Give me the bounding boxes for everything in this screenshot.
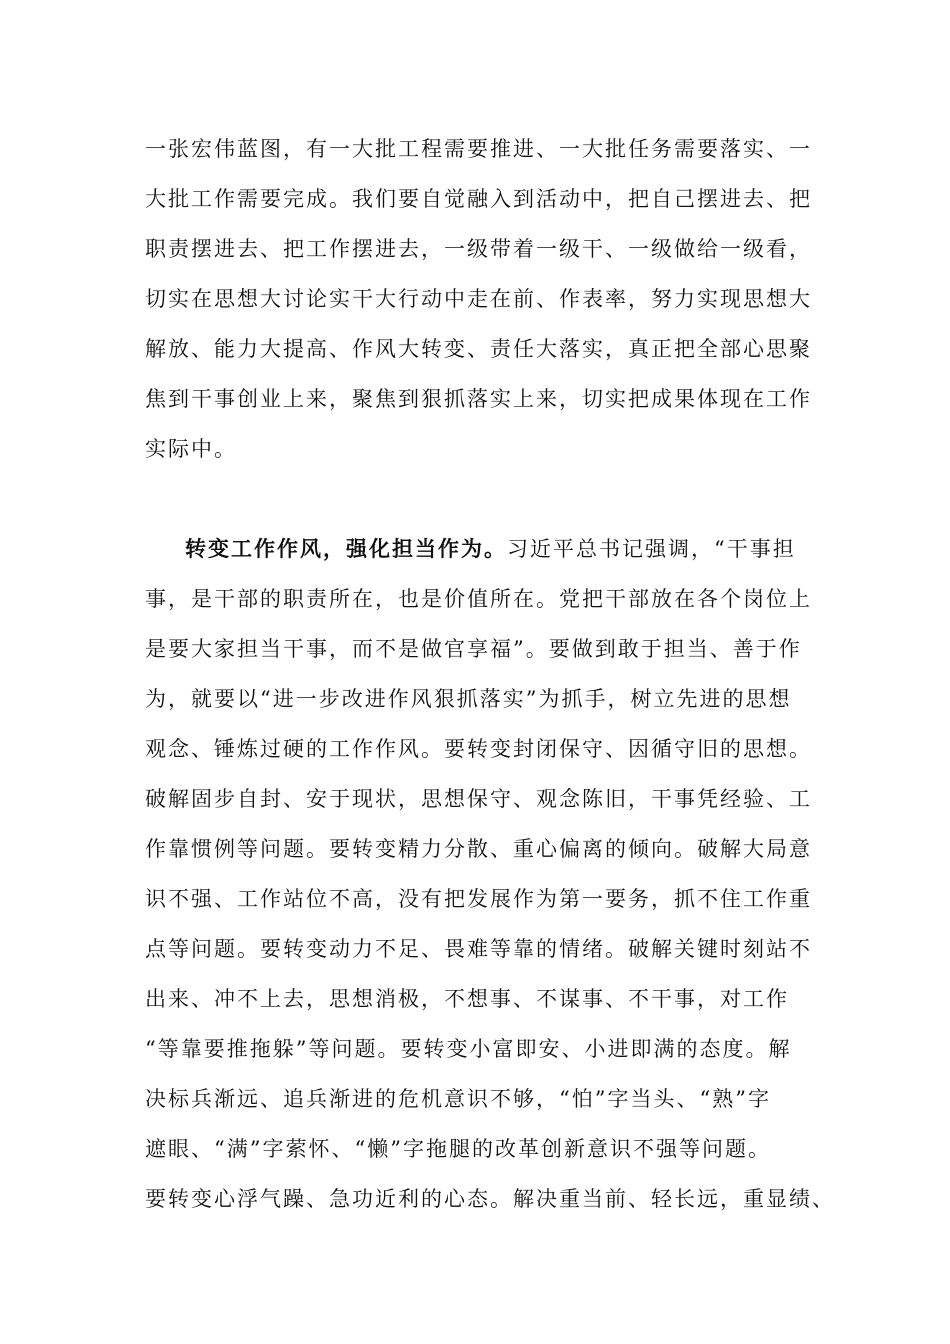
paragraph-2-line-6: 破解固步自封、安于现状，思想保守、观念陈旧，干事凭经验、工 (145, 787, 812, 811)
paragraph-2-line-7: 作靠惯例等问题。要转变精力分散、重心偏离的倾向。破解大局意 (145, 837, 812, 861)
paragraph-1-line-7: 实际中。 (145, 437, 237, 461)
paragraph-2-line-1 (185, 534, 825, 564)
paragraph-2-line-12: 决标兵渐远、追兵渐进的危机意识不够，“怕”字当头、“熟”字 (145, 1087, 771, 1111)
paragraph-2-line-4: 为，就要以“进一步改进作风狠抓落实”为抓手，树立先进的思想 (145, 687, 792, 711)
paragraph-2-first-line-text: 习近平总书记强调，“干事担 (507, 537, 796, 561)
paragraph-2-line-8: 识不强、工作站位不高，没有把发展作为第一要务，抓不住工作重 (145, 887, 812, 911)
paragraph-1-line-3: 职责摆进去、把工作摆进去，一级带着一级干、一级做给一级看， (145, 237, 812, 261)
paragraph-1-line-6: 焦到干事创业上来，聚焦到狠抓落实上来，切实把成果体现在工作 (145, 387, 812, 411)
paragraph-1-line-4: 切实在思想大讨论实干大行动中走在前、作表率，努力实现思想大 (145, 287, 812, 311)
paragraph-2-line-11: “等靠要推拖躲”等问题。要转变小富即安、小进即满的态度。解 (145, 1037, 792, 1061)
paragraph-2-line-14: 要转变心浮气躁、急功近利的心态。解决重当前、轻长远，重显绩、 (145, 1187, 835, 1211)
paragraph-2-line-3: 是要大家担当干事，而不是做官享福”。要做到敢于担当、善于作 (145, 637, 802, 661)
paragraph-2-line-5: 观念、锤炼过硬的工作作风。要转变封闭保守、因循守旧的思想。 (145, 737, 812, 761)
paragraph-2-line-2: 事，是干部的职责所在，也是价值所在。党把干部放在各个岗位上 (145, 587, 812, 611)
paragraph-2-heading: 转变工作作风，强化担当作为。 (185, 536, 507, 561)
paragraph-2-line-9: 点等问题。要转变动力不足、畏难等靠的情绪。破解关键时刻站不 (145, 937, 812, 961)
paragraph-1-line-1: 一张宏伟蓝图，有一大批工程需要推进、一大批任务需要落实、一 (145, 137, 812, 161)
paragraph-2-line-10: 出来、冲不上去，思想消极，不想事、不谋事、不干事，对工作 (145, 987, 789, 1011)
paragraph-1-line-2: 大批工作需要完成。我们要自觉融入到活动中，把自己摆进去、把 (145, 187, 812, 211)
paragraph-1-line-5: 解放、能力大提高、作风大转变、责任大落实，真正把全部心思聚 (145, 337, 812, 361)
paragraph-2-line-13: 遮眼、“满”字萦怀、“懒”字拖腿的改革创新意识不强等问题。 (145, 1137, 771, 1161)
